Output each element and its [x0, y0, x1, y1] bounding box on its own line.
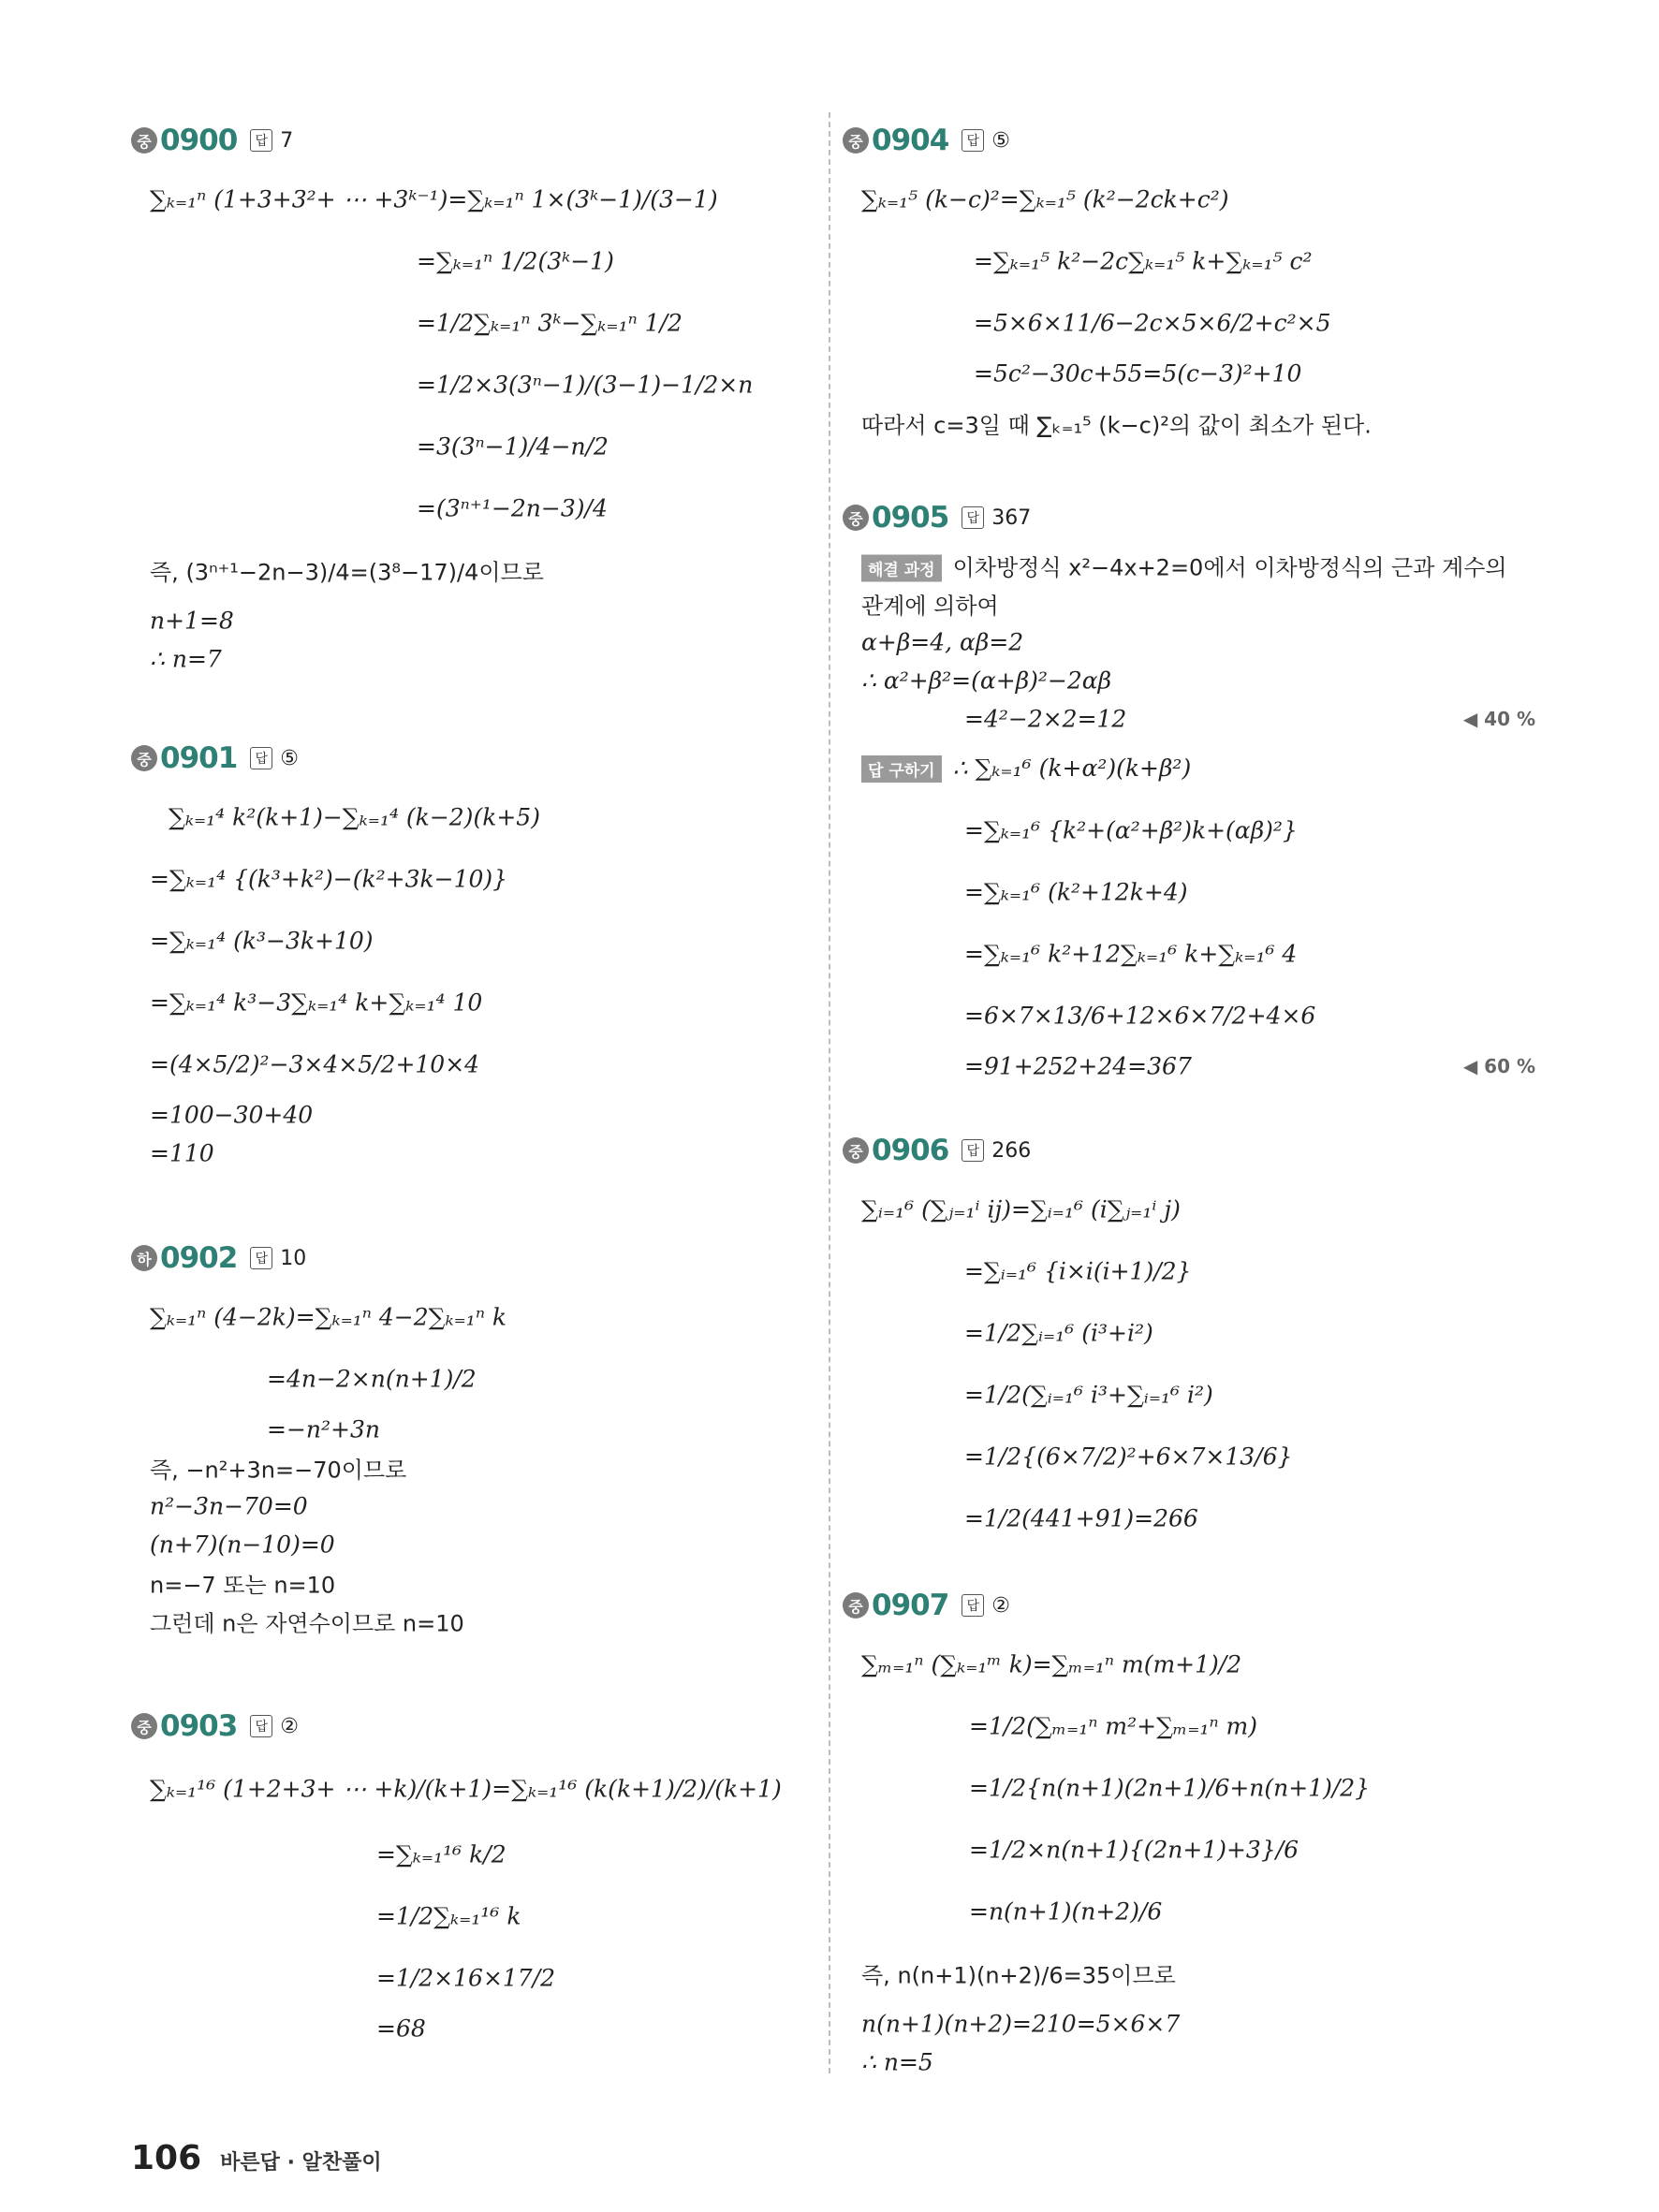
- problem-header: [843, 122, 1535, 159]
- answer-value: 7: [280, 128, 294, 153]
- problem-header: [131, 1239, 805, 1277]
- solution-line: 답 구하기 ∴ ∑ₖ₌₁⁶ (k+α²)(k+β²): [843, 738, 1535, 799]
- solution-line: 관계에 의하여: [861, 593, 999, 619]
- problem-number: 0901: [160, 741, 238, 775]
- problem-number: 0907: [872, 1589, 949, 1622]
- level-badge: 중: [843, 127, 869, 154]
- solution-line: ∑ₘ₌₁ⁿ (∑ₖ₌₁ᵐ k)=∑ₘ₌₁ⁿ m(m+1)/2: [861, 1650, 1242, 1678]
- solution-line: =(4×5/2)²−3×4×5/2+10×4: [150, 1050, 480, 1078]
- solution-line: =−n²+3n: [267, 1415, 380, 1443]
- right-column: [843, 122, 1535, 2081]
- answer-icon: 답: [250, 1715, 272, 1737]
- problem-header: [131, 122, 805, 159]
- solution-line: n(n+1)(n+2)=210=5×6×7: [861, 2010, 1181, 2037]
- level-badge: 중: [843, 505, 869, 531]
- solution-line: ∑ₖ₌₁¹⁶ (1+2+3+ ⋯ +k)/(k+1)=∑ₖ₌₁¹⁶ (k(k+1)/2)/(k+1): [150, 1775, 782, 1803]
- problem-number: 0902: [160, 1241, 238, 1275]
- level-badge: 중: [843, 1137, 869, 1164]
- problem-0903: [131, 1707, 805, 2047]
- problem-header: [131, 1707, 805, 1745]
- solution-line: ∑ₖ₌₁⁴ k²(k+1)−∑ₖ₌₁⁴ (k−2)(k+5): [169, 803, 540, 831]
- problem-0905: [843, 499, 1535, 1085]
- solution-line: =1/2×3(3ⁿ−1)/(3−1)−1/2×n: [417, 371, 754, 399]
- solution-line: =1/2(441+91)=266: [964, 1504, 1198, 1532]
- problem-0904: [843, 122, 1535, 454]
- answer-value: ⑤: [991, 128, 1011, 153]
- problem-number: 0905: [872, 501, 949, 535]
- solution-line: n+1=8: [150, 607, 234, 634]
- level-badge: 하: [131, 1245, 157, 1271]
- solution-line: 해결 과정 이차방정식 x²−4x+2=0에서 이차방정식의 근과 계수의: [843, 546, 1535, 584]
- page-footer: [131, 2139, 382, 2177]
- solution-line: =∑ₖ₌₁⁶ {k²+(α²+β²)k+(αβ)²}: [964, 816, 1298, 844]
- solution-line: =110: [150, 1139, 214, 1166]
- solution-line: =1/2{(6×7/2)²+6×7×13/6}: [964, 1443, 1293, 1471]
- level-badge: 중: [131, 1713, 157, 1739]
- book-title: 바른답 · 알찬풀이: [220, 2151, 382, 2175]
- solution-line: =1/2(∑ₘ₌₁ⁿ m²+∑ₘ₌₁ⁿ m): [969, 1712, 1258, 1740]
- solution-line: =5×6×11/6−2c×5×6/2+c²×5: [974, 309, 1331, 337]
- answer-value: 10: [280, 1246, 307, 1270]
- answer-value: 266: [991, 1138, 1032, 1163]
- solution-line: =1/2∑ₖ₌₁¹⁶ k: [376, 1902, 521, 1930]
- answer-icon: 답: [250, 1247, 272, 1269]
- solution-line: =1/2{n(n+1)(2n+1)/6+n(n+1)/2}: [969, 1774, 1371, 1802]
- solution-line: =∑ₖ₌₁⁶ k²+12∑ₖ₌₁⁶ k+∑ₖ₌₁⁶ 4: [964, 940, 1298, 968]
- problem-0902: [131, 1239, 805, 1640]
- problem-number: 0904: [872, 124, 949, 157]
- solution-line: =6×7×13/6+12×6×7/2+4×6: [964, 1002, 1316, 1030]
- step-tag-answer: 답 구하기: [861, 755, 942, 783]
- solution-line: ∑ᵢ₌₁⁶ (∑ⱼ₌₁ⁱ ij)=∑ᵢ₌₁⁶ (i∑ⱼ₌₁ⁱ j): [861, 1195, 1181, 1223]
- solution-line: =(3ⁿ⁺¹−2n−3)/4: [417, 494, 608, 522]
- answer-icon: 답: [250, 129, 272, 152]
- solution-line: =∑ₖ₌₁⁴ {(k³+k²)−(k²+3k−10)}: [150, 865, 508, 893]
- solution-line: =91+252+24=367 ◀ 60 %: [964, 1052, 1535, 1079]
- solution-line: =∑ₖ₌₁⁴ k³−3∑ₖ₌₁⁴ k+∑ₖ₌₁⁴ 10: [150, 989, 483, 1017]
- problem-header: [843, 1587, 1535, 1624]
- left-column: [131, 122, 805, 2047]
- solution-line: ∴ n=5: [861, 2048, 933, 2075]
- solution-line: 따라서 c=3일 때 ∑ₖ₌₁⁵ (k−c)²의 값이 최소가 된다.: [861, 412, 1372, 439]
- solution-line: =∑ₖ₌₁⁵ k²−2c∑ₖ₌₁⁵ k+∑ₖ₌₁⁵ c²: [974, 247, 1313, 275]
- problem-0901: [131, 740, 805, 1172]
- level-badge: 중: [843, 1592, 869, 1619]
- solution-line: =∑ₖ₌₁ⁿ 1/2(3ᵏ−1): [417, 247, 614, 275]
- solution-line: =1/2∑ᵢ₌₁⁶ (i³+i²): [964, 1319, 1153, 1347]
- solution-line: =∑ₖ₌₁¹⁶ k/2: [376, 1840, 507, 1868]
- solution-line: =68: [376, 2014, 426, 2042]
- page-number: 106: [131, 2139, 202, 2177]
- answer-value: 367: [991, 505, 1032, 530]
- solution-line: α+β=4, αβ=2: [861, 628, 1024, 655]
- solution-line: ∑ₖ₌₁ⁿ (1+3+3²+ ⋯ +3ᵏ⁻¹)=∑ₖ₌₁ⁿ 1×(3ᵏ−1)/(3−1): [150, 185, 718, 213]
- solution-line: =3(3ⁿ−1)/4−n/2: [417, 432, 609, 461]
- problem-header: [843, 499, 1535, 536]
- solution-line: 즉, n(n+1)(n+2)/6=35이므로: [861, 1962, 1176, 1989]
- problem-0906: [843, 1132, 1535, 1549]
- answer-icon: 답: [962, 1139, 984, 1162]
- answer-value: ②: [991, 1593, 1011, 1618]
- answer-icon: 답: [250, 747, 272, 769]
- column-divider: [829, 112, 830, 2073]
- solution-line: 즉, (3ⁿ⁺¹−2n−3)/4=(3⁸−17)/4이므로: [150, 559, 544, 586]
- solution-line: =n(n+1)(n+2)/6: [969, 1897, 1163, 1926]
- problem-0900: [131, 122, 805, 678]
- answer-icon: 답: [962, 129, 984, 152]
- solution-line: 즉, −n²+3n=−70이므로: [150, 1457, 407, 1483]
- solution-line: =5c²−30c+55=5(c−3)²+10: [974, 359, 1302, 387]
- solution-line: n=−7 또는 n=10: [150, 1572, 336, 1598]
- problem-header: [131, 740, 805, 777]
- score-percent: ◀ 60 %: [1462, 1054, 1535, 1077]
- solution-line: =1/2×n(n+1){(2n+1)+3}/6: [969, 1836, 1299, 1864]
- solution-line: =4n−2×n(n+1)/2: [267, 1365, 477, 1393]
- score-percent: ◀ 40 %: [1462, 707, 1535, 730]
- problem-number: 0900: [160, 124, 238, 157]
- answer-value: ⑤: [280, 746, 300, 770]
- solution-line: =4²−2×2=12 ◀ 40 %: [964, 705, 1535, 732]
- answer-icon: 답: [962, 1594, 984, 1617]
- step-tag-process: 해결 과정: [861, 554, 942, 581]
- problem-number: 0903: [160, 1709, 238, 1743]
- level-badge: 중: [131, 127, 157, 154]
- problem-0907: [843, 1587, 1535, 2081]
- problem-header: [843, 1132, 1535, 1169]
- solution-line: ∑ₖ₌₁⁵ (k−c)²=∑ₖ₌₁⁵ (k²−2ck+c²): [861, 185, 1229, 213]
- solution-line: ∑ₖ₌₁ⁿ (4−2k)=∑ₖ₌₁ⁿ 4−2∑ₖ₌₁ⁿ k: [150, 1303, 507, 1331]
- answer-value: ②: [280, 1714, 300, 1738]
- answer-icon: 답: [962, 506, 984, 529]
- solution-line: ∴ n=7: [150, 645, 222, 672]
- solution-line: =∑ᵢ₌₁⁶ {i×i(i+1)/2}: [964, 1257, 1192, 1285]
- problem-number: 0906: [872, 1134, 949, 1167]
- solution-line: (n+7)(n−10)=0: [150, 1531, 335, 1558]
- level-badge: 중: [131, 745, 157, 771]
- solution-line: 그런데 n은 자연수이므로 n=10: [150, 1610, 464, 1636]
- solution-line: =1/2(∑ᵢ₌₁⁶ i³+∑ᵢ₌₁⁶ i²): [964, 1381, 1213, 1409]
- solution-line: =1/2×16×17/2: [376, 1964, 556, 1992]
- solution-line: n²−3n−70=0: [150, 1492, 308, 1519]
- solution-line: =100−30+40: [150, 1101, 314, 1128]
- solution-line: ∴ α²+β²=(α+β)²−2αβ: [861, 667, 1112, 694]
- solution-line: =∑ₖ₌₁⁴ (k³−3k+10): [150, 927, 374, 955]
- solution-line: =∑ₖ₌₁⁶ (k²+12k+4): [964, 878, 1188, 906]
- solution-line: =1/2∑ₖ₌₁ⁿ 3ᵏ−∑ₖ₌₁ⁿ 1/2: [417, 309, 683, 337]
